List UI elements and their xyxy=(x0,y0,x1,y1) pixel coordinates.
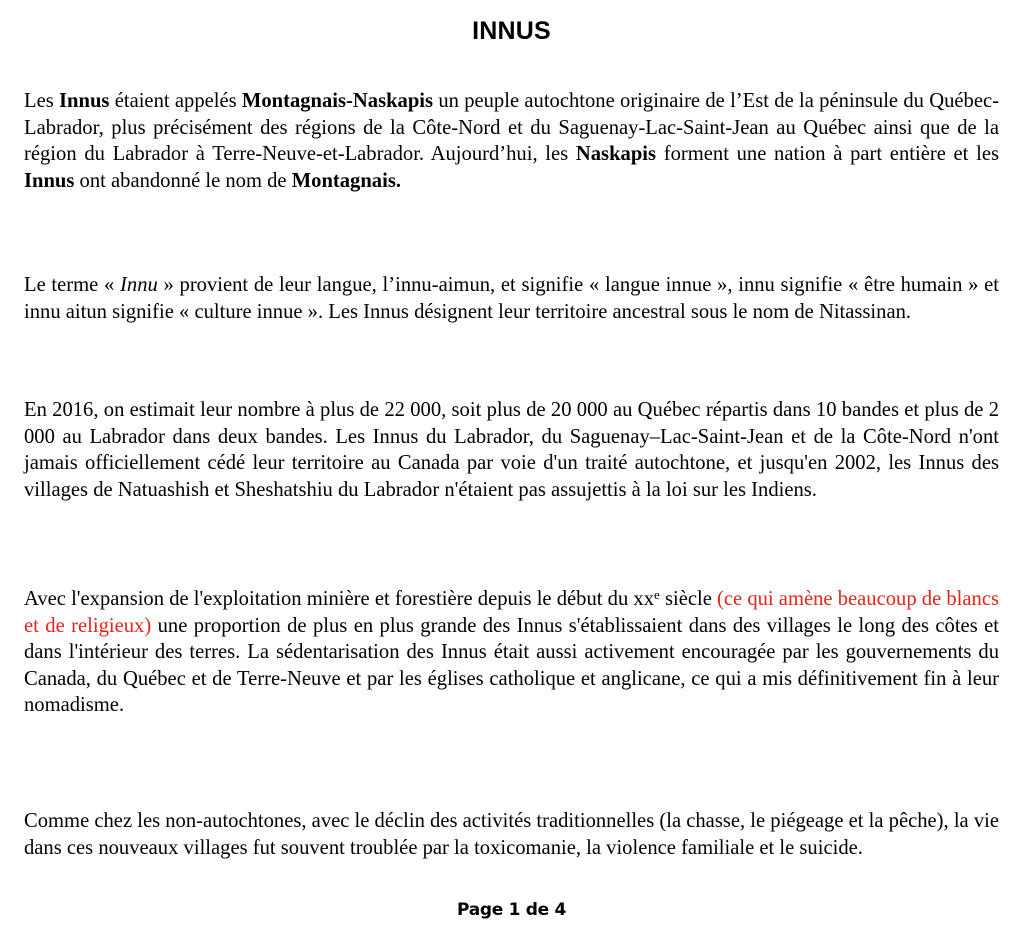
bold-term: Naskapis xyxy=(575,143,657,166)
page-number: Page 1 de 4 xyxy=(457,900,566,920)
bold-term: Innus xyxy=(24,169,75,192)
text: Les xyxy=(24,90,60,112)
text: ont abandonné le nom de xyxy=(74,169,292,192)
paragraph-name-origin xyxy=(24,272,999,325)
text: forment une nation à part entière et les xyxy=(656,143,999,166)
text: étaient appelés xyxy=(109,90,242,112)
paragraph-decline: Comme chez les non-autochtones, avec le déclin des activités traditionnelles (la chasse, le piégeage et la pêche), la vie dans ces nouveaux villages fut souvent troublée par la toxicomanie, la violence familiale et le suicide. xyxy=(24,810,999,859)
bold-term: Montagnais-Naskapis xyxy=(241,90,434,112)
document-page xyxy=(24,0,999,859)
bold-term: Innus xyxy=(59,90,110,112)
text: Avec l'expansion de l'exploitation minière et forestière depuis le début du xx xyxy=(24,588,655,610)
text: siècle xyxy=(659,588,718,610)
paragraph-intro xyxy=(24,88,999,194)
text: Le terme « xyxy=(24,274,121,296)
text: » provient de leur langue, l’innu-aimun, et signifie « langue innue », innu signifie « être humain » et innu aitun signifie « culture innue ». Les Innus désignent leur territoire ancestral sous le nom de Nitassinan. xyxy=(24,274,999,323)
paragraph-sedentarisation xyxy=(24,586,999,719)
text: une proportion de plus en plus grande des Innus s'établissaient dans des villages le long des côtes et dans l'intérieur des terres. La sédentarisation des Innus était aussi activement encouragée par les gouvernements du Canada, du Québec et de Terre-Neuve et par les églises catholique et anglicane, ce qui a mis définitivement fin à leur nomadisme. xyxy=(24,614,999,717)
bold-term: Montagnais. xyxy=(291,169,401,192)
text: un peuple autochtone originaire de l’Est de la péninsule du Québec-Labrador, plus précisément des régions de la Côte-Nord et du Saguenay-Lac-Saint-Jean au Québec ainsi que de la région du Labrador à Terre-Neuve-et-Labrador. Aujourd’hui, les xyxy=(24,90,999,166)
highlighted-text: (ce qui amène beaucoup de blancs et de religieux) xyxy=(24,588,999,637)
italic-term: Innu xyxy=(120,274,158,296)
paragraph-population: En 2016, on estimait leur nombre à plus de 22 000, soit plus de 20 000 au Québec répartis dans 10 bandes et plus de 2 000 au Labrador dans deux bandes. Les Innus du Labrador, du Saguenay–Lac-Saint-Jean et de la Côte-Nord n'ont jamais officiellement cédé leur territoire au Canada par voie d'un traité autochtone, et jusqu'en 2002, les Innus des villages de Natuashish et Sheshatshiu du Labrador n'étaient pas assujettis à la loi sur les Indiens. xyxy=(24,399,999,501)
ordinal-superscript: e xyxy=(654,587,660,602)
document-title: INNUS xyxy=(472,17,551,45)
